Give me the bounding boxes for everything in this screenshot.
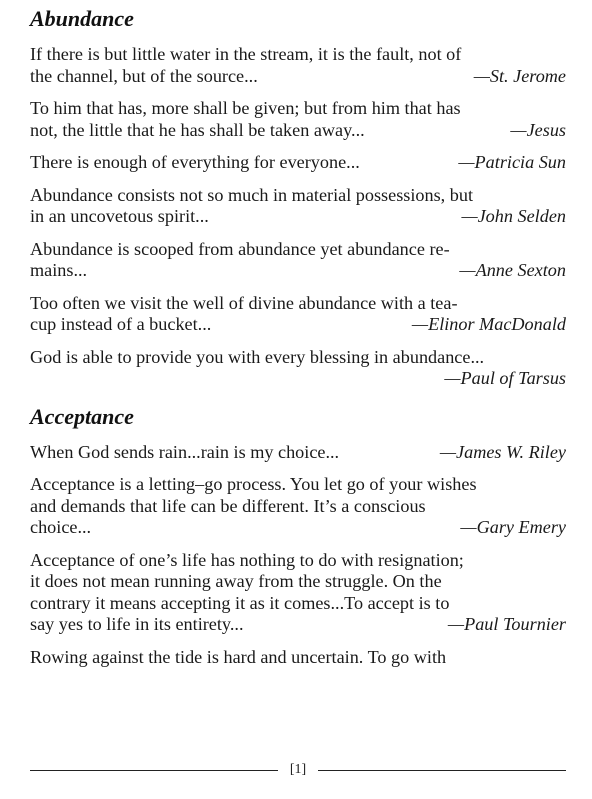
footer-rule-left (30, 770, 278, 771)
quote: Abundance consists not so much in material possessions, but in an uncovetous spirit... —John Selden (30, 184, 566, 226)
quote: Too often we visit the well of divine abundance with a tea- cup instead of a bucket... —Elinor MacDonald (30, 292, 566, 334)
quote (30, 152, 566, 174)
quote-author: —John Selden (461, 206, 566, 226)
quote-text: There is enough of everything for everyone... (30, 152, 360, 172)
quote-author: —Anne Sexton (459, 260, 566, 280)
quote-author: —Paul of Tarsus (444, 368, 566, 388)
quote-text: Rowing against the tide is hard and uncertain. To go with (30, 646, 447, 667)
quote: Acceptance of one’s life has nothing to do with resignation; it does not mean running away from the struggle. On the contrary it means accepting it as it comes...To accept is to say yes to life in its entirety... —Paul Tournier (30, 549, 566, 634)
quote-author: —Jesus (510, 119, 566, 140)
quote (30, 647, 566, 669)
quote-text: God is able to provide you with every blessing in abundance... (30, 346, 485, 367)
section-heading-acceptance: Acceptance (30, 403, 134, 429)
quote-author: —Elinor MacDonald (411, 314, 566, 334)
quote (30, 347, 566, 390)
quote-text: When God sends rain...rain is my choice... (30, 441, 340, 462)
footer-rule-right (318, 770, 566, 771)
quote-author: —Paul Tournier (447, 614, 566, 634)
page-footer (30, 762, 566, 778)
quote-author: —James W. Riley (439, 441, 566, 462)
book-page (30, 6, 566, 679)
quote-author: —Gary Emery (460, 517, 566, 537)
quote: If there is but little water in the stream, it is the fault, not of the channel, but of the source... —St. Jerome (30, 44, 566, 86)
quote: Abundance is scooped from abundance yet abundance re- mains... —Anne Sexton (30, 238, 566, 280)
quote-author: —St. Jerome (473, 65, 566, 86)
quote: To him that has, more shall be given; but from him that has not, the little that he has shall be taken away... —Jesus (30, 98, 566, 140)
section-heading-abundance: Abundance (30, 6, 134, 31)
page-number: [1] (289, 762, 307, 777)
quote-author: —Patricia Sun (458, 152, 566, 172)
quote: Acceptance is a letting–go process. You let go of your wishes and demands that life can be different. It’s a conscious choice... —Gary Emery (30, 474, 566, 537)
quote (30, 442, 566, 464)
